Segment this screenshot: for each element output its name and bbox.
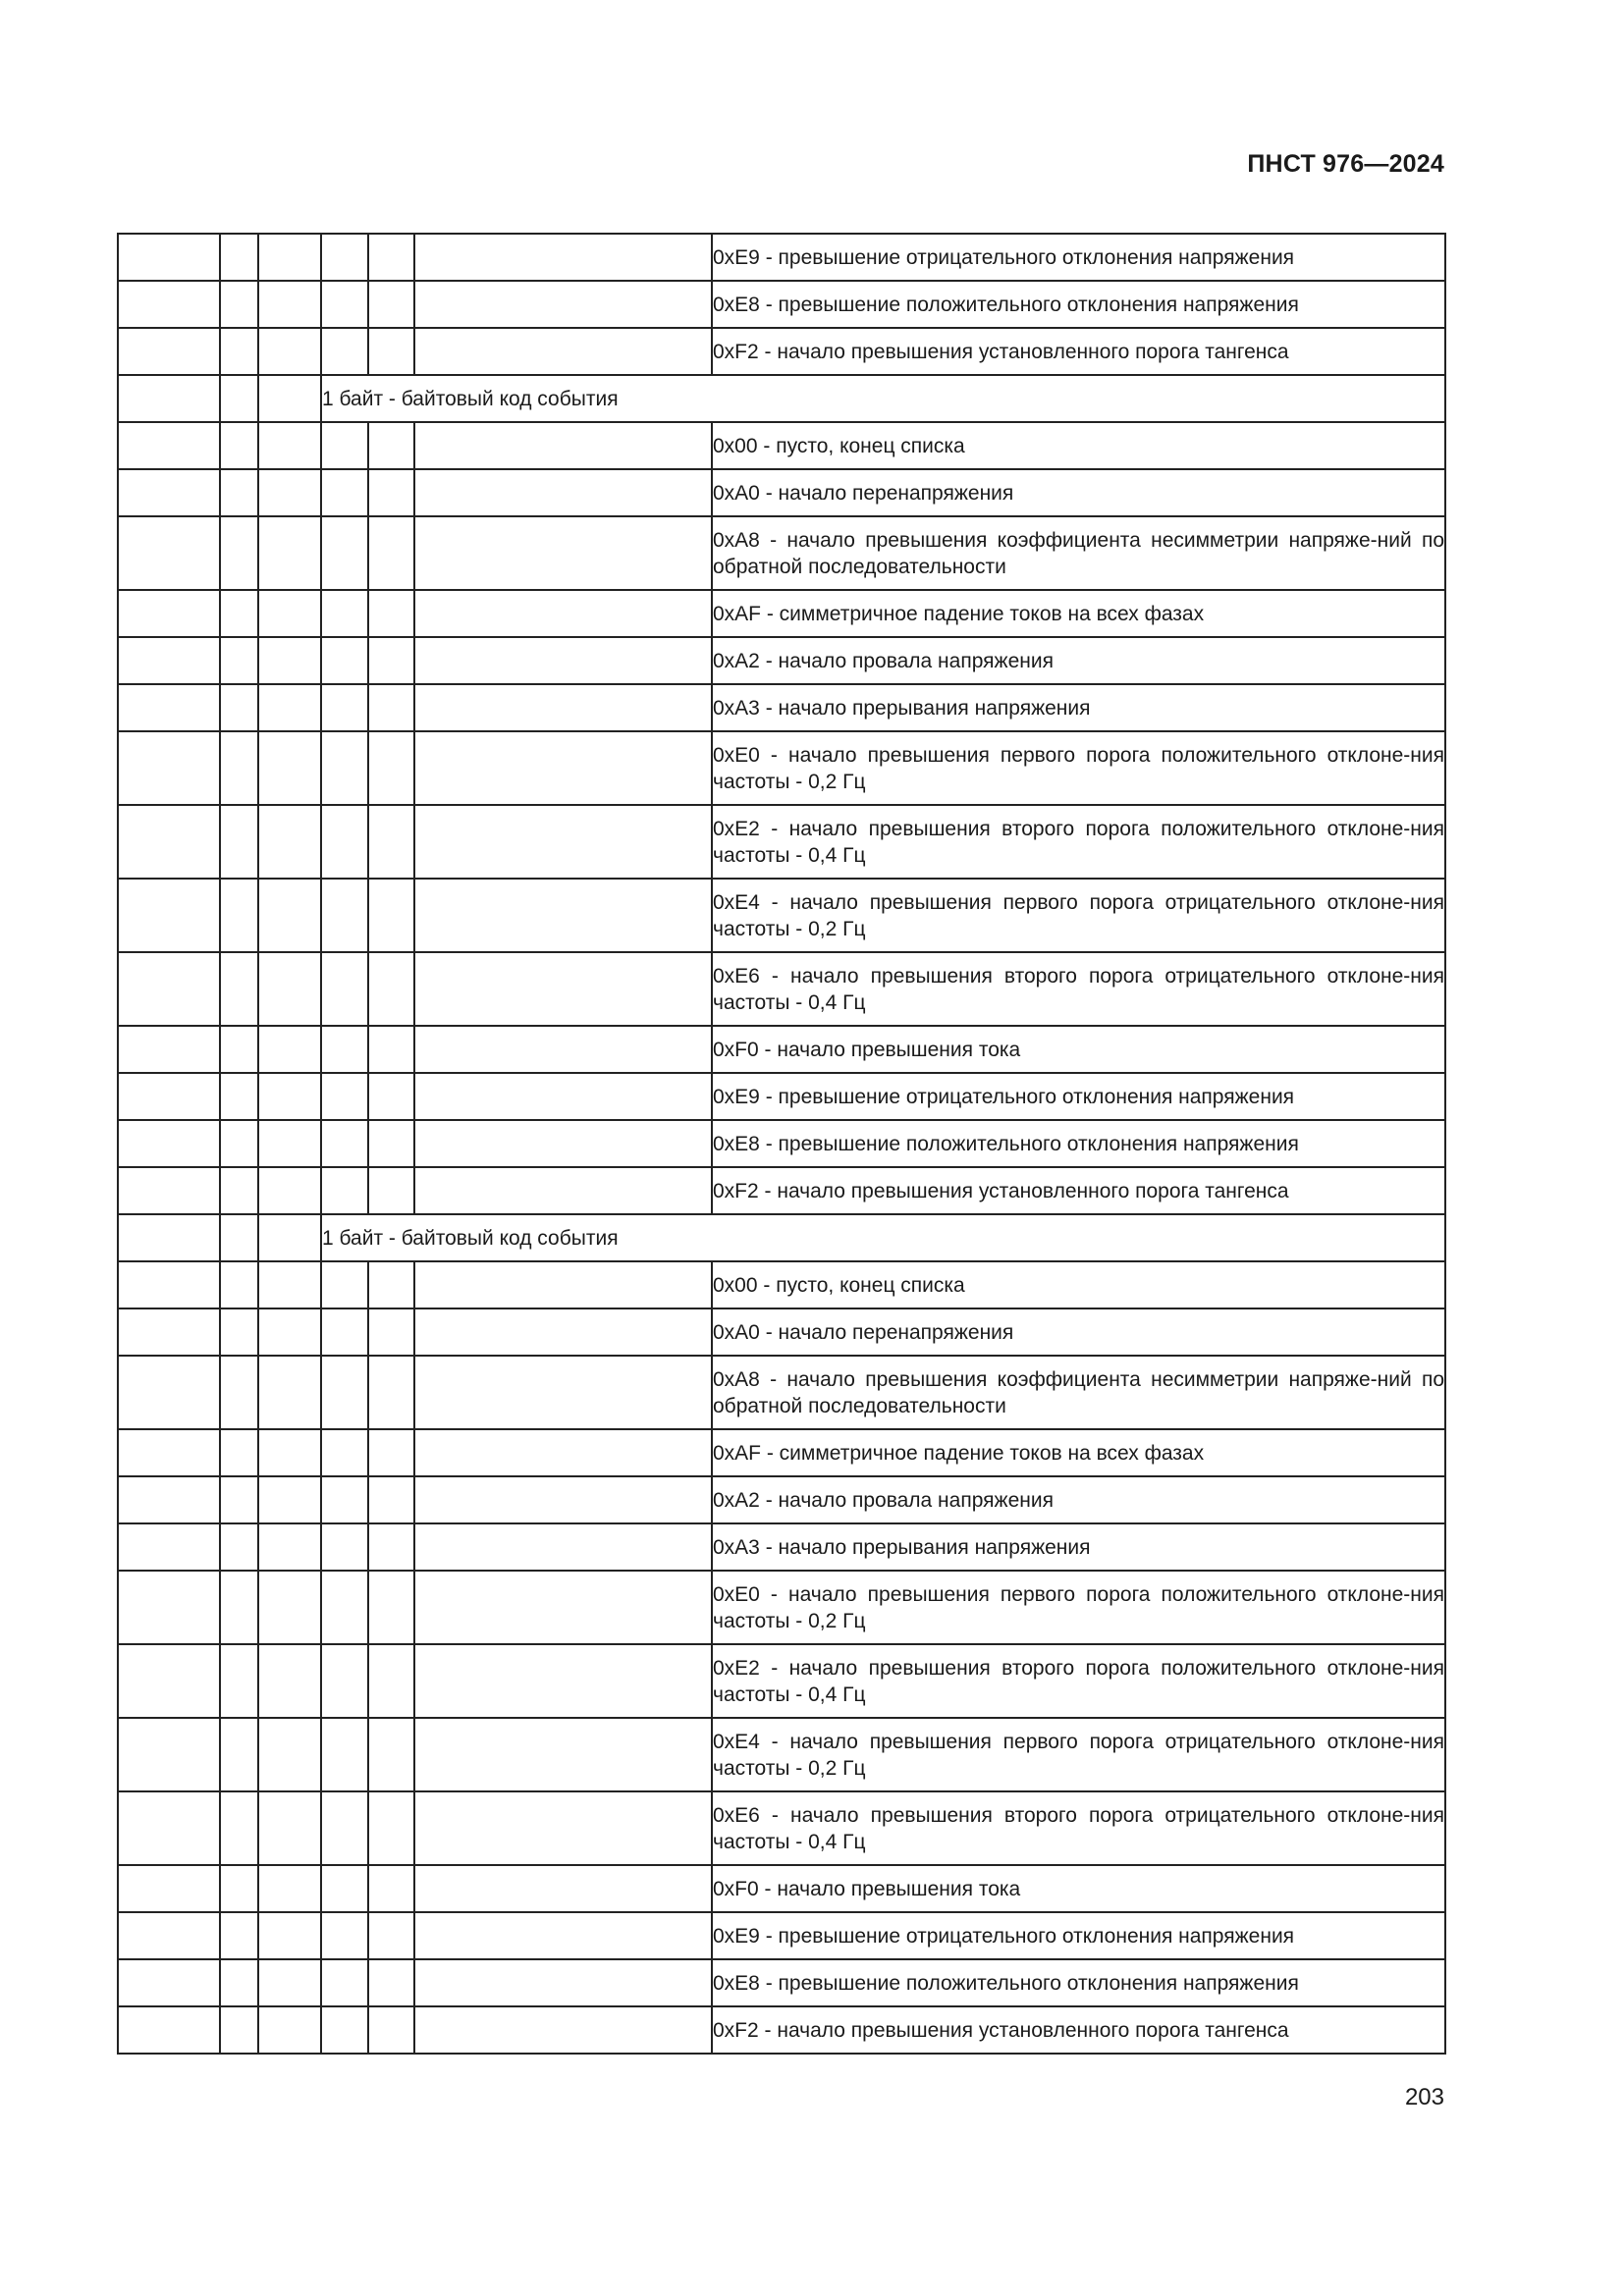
empty-cell [368, 1308, 414, 1356]
empty-cell [321, 1959, 368, 2006]
empty-cell [220, 1476, 258, 1523]
empty-cell [368, 590, 414, 637]
event-code-description: 0xE6 - начало превышения второго порога отрицательного отклоне-ния частоты - 0,4 Гц [712, 952, 1445, 1026]
table-row [118, 422, 1445, 469]
event-code-description: 0xE9 - превышение отрицательного отклонения напряжения [712, 1912, 1445, 1959]
empty-cell [321, 516, 368, 590]
empty-cell [118, 1356, 220, 1429]
empty-cell [258, 590, 321, 637]
empty-cell [414, 731, 712, 805]
empty-cell [258, 1791, 321, 1865]
table-row [118, 1261, 1445, 1308]
empty-cell [368, 1912, 414, 1959]
empty-cell [414, 1308, 712, 1356]
empty-cell [258, 1356, 321, 1429]
event-code-description: 0x00 - пусто, конец списка [712, 422, 1445, 469]
empty-cell [414, 516, 712, 590]
empty-cell [118, 2006, 220, 2054]
empty-cell [368, 469, 414, 516]
empty-cell [258, 952, 321, 1026]
event-code-description: 0xE4 - начало превышения первого порога отрицательного отклоне-ния частоты - 0,2 Гц [712, 1718, 1445, 1791]
empty-cell [368, 879, 414, 952]
empty-cell [220, 1571, 258, 1644]
empty-cell [220, 879, 258, 952]
empty-cell [220, 1261, 258, 1308]
document-number: ПНСТ 976—2024 [1247, 150, 1444, 178]
table-row [118, 590, 1445, 637]
empty-cell [258, 375, 321, 422]
table-row [118, 1571, 1445, 1644]
empty-cell [220, 1644, 258, 1718]
empty-cell [258, 1523, 321, 1571]
event-code-description: 0xA2 - начало провала напряжения [712, 637, 1445, 684]
empty-cell [321, 469, 368, 516]
empty-cell [414, 879, 712, 952]
empty-cell [368, 1120, 414, 1167]
empty-cell [368, 1644, 414, 1718]
empty-cell [368, 328, 414, 375]
empty-cell [258, 516, 321, 590]
empty-cell [118, 1073, 220, 1120]
empty-cell [321, 1644, 368, 1718]
empty-cell [118, 516, 220, 590]
event-code-description: 0xA2 - начало провала напряжения [712, 1476, 1445, 1523]
table-row [118, 1523, 1445, 1571]
empty-cell [414, 1026, 712, 1073]
empty-cell [220, 1073, 258, 1120]
empty-cell [368, 1026, 414, 1073]
table-row [118, 516, 1445, 590]
page-number: 203 [1404, 2084, 1444, 2110]
event-code-description: 0xAF - симметричное падение токов на всех фазах [712, 590, 1445, 637]
empty-cell [118, 1865, 220, 1912]
empty-cell [220, 805, 258, 879]
table-row [118, 2006, 1445, 2054]
empty-cell [368, 1073, 414, 1120]
empty-cell [118, 281, 220, 328]
empty-cell [321, 328, 368, 375]
empty-cell [258, 1026, 321, 1073]
empty-cell [258, 281, 321, 328]
section-label: 1 байт - байтовый код события [321, 375, 1445, 422]
event-code-description: 0xF0 - начало превышения тока [712, 1026, 1445, 1073]
table-row [118, 1644, 1445, 1718]
event-code-description: 0xA0 - начало перенапряжения [712, 1308, 1445, 1356]
table-row [118, 1959, 1445, 2006]
empty-cell [220, 1167, 258, 1214]
empty-cell [220, 1429, 258, 1476]
empty-cell [220, 469, 258, 516]
table-row [118, 731, 1445, 805]
empty-cell [368, 1865, 414, 1912]
empty-cell [258, 1476, 321, 1523]
empty-cell [414, 590, 712, 637]
empty-cell [368, 422, 414, 469]
table-row [118, 1718, 1445, 1791]
empty-cell [321, 1523, 368, 1571]
event-code-description: 0xE8 - превышение положительного отклонения напряжения [712, 1959, 1445, 2006]
empty-cell [414, 1718, 712, 1791]
empty-cell [258, 1120, 321, 1167]
empty-cell [258, 1959, 321, 2006]
empty-cell [258, 469, 321, 516]
empty-cell [258, 234, 321, 281]
event-code-description: 0xE6 - начало превышения второго порога отрицательного отклоне-ния частоты - 0,4 Гц [712, 1791, 1445, 1865]
empty-cell [368, 1261, 414, 1308]
event-code-description: 0xE0 - начало превышения первого порога положительного отклоне-ния частоты - 0,2 Гц [712, 731, 1445, 805]
empty-cell [368, 1429, 414, 1476]
empty-cell [368, 637, 414, 684]
empty-cell [220, 1959, 258, 2006]
empty-cell [118, 684, 220, 731]
empty-cell [321, 1167, 368, 1214]
empty-cell [414, 1261, 712, 1308]
empty-cell [118, 879, 220, 952]
empty-cell [321, 637, 368, 684]
empty-cell [118, 1718, 220, 1791]
event-code-description: 0xE8 - превышение положительного отклонения напряжения [712, 1120, 1445, 1167]
event-code-description: 0xA3 - начало прерывания напряжения [712, 684, 1445, 731]
empty-cell [368, 952, 414, 1026]
empty-cell [220, 1214, 258, 1261]
empty-cell [321, 1791, 368, 1865]
empty-cell [118, 1429, 220, 1476]
empty-cell [118, 1644, 220, 1718]
empty-cell [414, 1356, 712, 1429]
empty-cell [118, 1214, 220, 1261]
empty-cell [258, 1261, 321, 1308]
empty-cell [118, 469, 220, 516]
empty-cell [414, 1073, 712, 1120]
empty-cell [321, 1718, 368, 1791]
empty-cell [368, 1791, 414, 1865]
empty-cell [220, 590, 258, 637]
empty-cell [118, 1308, 220, 1356]
empty-cell [220, 281, 258, 328]
table-row [118, 469, 1445, 516]
empty-cell [414, 1912, 712, 1959]
empty-cell [414, 234, 712, 281]
empty-cell [368, 731, 414, 805]
empty-cell [258, 328, 321, 375]
table-row [118, 1912, 1445, 1959]
empty-cell [321, 952, 368, 1026]
empty-cell [258, 1865, 321, 1912]
empty-cell [368, 1167, 414, 1214]
empty-cell [118, 1571, 220, 1644]
table-row [118, 684, 1445, 731]
empty-cell [258, 731, 321, 805]
empty-cell [220, 1308, 258, 1356]
empty-cell [118, 1261, 220, 1308]
event-code-description: 0xE9 - превышение отрицательного отклонения напряжения [712, 1073, 1445, 1120]
empty-cell [414, 684, 712, 731]
empty-cell [321, 1865, 368, 1912]
empty-cell [258, 684, 321, 731]
empty-cell [118, 637, 220, 684]
empty-cell [258, 422, 321, 469]
empty-cell [258, 879, 321, 952]
empty-cell [321, 2006, 368, 2054]
event-code-description: 0x00 - пусто, конец списка [712, 1261, 1445, 1308]
empty-cell [414, 1120, 712, 1167]
event-code-description: 0xE8 - превышение положительного отклонения напряжения [712, 281, 1445, 328]
empty-cell [118, 1026, 220, 1073]
table-row [118, 1120, 1445, 1167]
empty-cell [118, 422, 220, 469]
empty-cell [220, 637, 258, 684]
empty-cell [414, 328, 712, 375]
empty-cell [414, 637, 712, 684]
empty-cell [368, 684, 414, 731]
event-code-description: 0xA3 - начало прерывания напряжения [712, 1523, 1445, 1571]
empty-cell [118, 328, 220, 375]
table-row [118, 1791, 1445, 1865]
table-row [118, 1073, 1445, 1120]
table-row [118, 328, 1445, 375]
empty-cell [258, 1308, 321, 1356]
empty-cell [118, 1791, 220, 1865]
empty-cell [414, 1429, 712, 1476]
empty-cell [220, 2006, 258, 2054]
empty-cell [414, 1865, 712, 1912]
empty-cell [220, 1120, 258, 1167]
empty-cell [321, 1356, 368, 1429]
empty-cell [321, 1120, 368, 1167]
empty-cell [220, 684, 258, 731]
empty-cell [368, 1571, 414, 1644]
table-row [118, 805, 1445, 879]
table-row [118, 879, 1445, 952]
empty-cell [321, 234, 368, 281]
event-code-description: 0xAF - симметричное падение токов на всех фазах [712, 1429, 1445, 1476]
empty-cell [258, 1214, 321, 1261]
empty-cell [118, 1523, 220, 1571]
empty-cell [414, 952, 712, 1026]
empty-cell [258, 1718, 321, 1791]
empty-cell [118, 1912, 220, 1959]
table-row [118, 1308, 1445, 1356]
empty-cell [368, 1356, 414, 1429]
empty-cell [321, 1912, 368, 1959]
event-code-description: 0xA0 - начало перенапряжения [712, 469, 1445, 516]
empty-cell [368, 1476, 414, 1523]
empty-cell [321, 1308, 368, 1356]
empty-cell [368, 234, 414, 281]
empty-cell [321, 805, 368, 879]
event-code-table [117, 233, 1446, 2055]
event-code-description: 0xF2 - начало превышения установленного порога тангенса [712, 2006, 1445, 2054]
empty-cell [220, 1356, 258, 1429]
empty-cell [258, 1912, 321, 1959]
empty-cell [258, 1167, 321, 1214]
empty-cell [220, 1912, 258, 1959]
empty-cell [368, 281, 414, 328]
empty-cell [118, 731, 220, 805]
event-code-description: 0xF0 - начало превышения тока [712, 1865, 1445, 1912]
empty-cell [220, 1791, 258, 1865]
empty-cell [220, 1026, 258, 1073]
empty-cell [414, 422, 712, 469]
event-code-description: 0xA8 - начало превышения коэффициента несимметрии напряже-ний по обратной последовательности [712, 1356, 1445, 1429]
empty-cell [321, 281, 368, 328]
empty-cell [414, 1644, 712, 1718]
empty-cell [414, 1523, 712, 1571]
empty-cell [118, 1959, 220, 2006]
section-label: 1 байт - байтовый код события [321, 1214, 1445, 1261]
table-row [118, 234, 1445, 281]
empty-cell [258, 1644, 321, 1718]
table-row [118, 1429, 1445, 1476]
table-row [118, 1476, 1445, 1523]
empty-cell [414, 1476, 712, 1523]
section-row [118, 1214, 1445, 1261]
empty-cell [368, 1718, 414, 1791]
empty-cell [118, 234, 220, 281]
table-body [118, 234, 1445, 2054]
empty-cell [321, 1476, 368, 1523]
empty-cell [118, 375, 220, 422]
empty-cell [118, 952, 220, 1026]
empty-cell [321, 1261, 368, 1308]
table-row [118, 952, 1445, 1026]
empty-cell [368, 516, 414, 590]
empty-cell [220, 952, 258, 1026]
empty-cell [220, 1865, 258, 1912]
empty-cell [220, 234, 258, 281]
table-row [118, 637, 1445, 684]
section-row [118, 375, 1445, 422]
table-row [118, 1167, 1445, 1214]
empty-cell [258, 1571, 321, 1644]
empty-cell [414, 1167, 712, 1214]
empty-cell [321, 1429, 368, 1476]
empty-cell [118, 1476, 220, 1523]
empty-cell [220, 1718, 258, 1791]
empty-cell [321, 1571, 368, 1644]
empty-cell [220, 1523, 258, 1571]
event-code-description: 0xA8 - начало превышения коэффициента несимметрии напряже-ний по обратной последовательности [712, 516, 1445, 590]
empty-cell [321, 731, 368, 805]
empty-cell [118, 805, 220, 879]
event-code-description: 0xE2 - начало превышения второго порога положительного отклоне-ния частоты - 0,4 Гц [712, 805, 1445, 879]
empty-cell [414, 805, 712, 879]
empty-cell [118, 1167, 220, 1214]
empty-cell [368, 1523, 414, 1571]
empty-cell [258, 2006, 321, 2054]
event-code-description: 0xE0 - начало превышения первого порога положительного отклоне-ния частоты - 0,2 Гц [712, 1571, 1445, 1644]
empty-cell [220, 731, 258, 805]
table-row [118, 1026, 1445, 1073]
event-code-description: 0xE4 - начало превышения первого порога отрицательного отклоне-ния частоты - 0,2 Гц [712, 879, 1445, 952]
empty-cell [220, 328, 258, 375]
empty-cell [321, 879, 368, 952]
empty-cell [220, 422, 258, 469]
table-row [118, 1865, 1445, 1912]
table-row [118, 281, 1445, 328]
empty-cell [118, 590, 220, 637]
empty-cell [414, 1791, 712, 1865]
table-row [118, 1356, 1445, 1429]
empty-cell [258, 805, 321, 879]
empty-cell [321, 684, 368, 731]
empty-cell [258, 637, 321, 684]
empty-cell [220, 516, 258, 590]
empty-cell [321, 590, 368, 637]
event-code-description: 0xF2 - начало превышения установленного порога тангенса [712, 328, 1445, 375]
empty-cell [414, 281, 712, 328]
empty-cell [258, 1429, 321, 1476]
empty-cell [321, 1073, 368, 1120]
empty-cell [368, 1959, 414, 2006]
empty-cell [414, 1571, 712, 1644]
empty-cell [321, 1026, 368, 1073]
event-code-description: 0xF2 - начало превышения установленного порога тангенса [712, 1167, 1445, 1214]
empty-cell [414, 2006, 712, 2054]
empty-cell [118, 1120, 220, 1167]
empty-cell [368, 2006, 414, 2054]
event-code-description: 0xE9 - превышение отрицательного отклонения напряжения [712, 234, 1445, 281]
empty-cell [321, 422, 368, 469]
empty-cell [258, 1073, 321, 1120]
empty-cell [368, 805, 414, 879]
empty-cell [414, 469, 712, 516]
empty-cell [414, 1959, 712, 2006]
event-code-description: 0xE2 - начало превышения второго порога положительного отклоне-ния частоты - 0,4 Гц [712, 1644, 1445, 1718]
empty-cell [220, 375, 258, 422]
